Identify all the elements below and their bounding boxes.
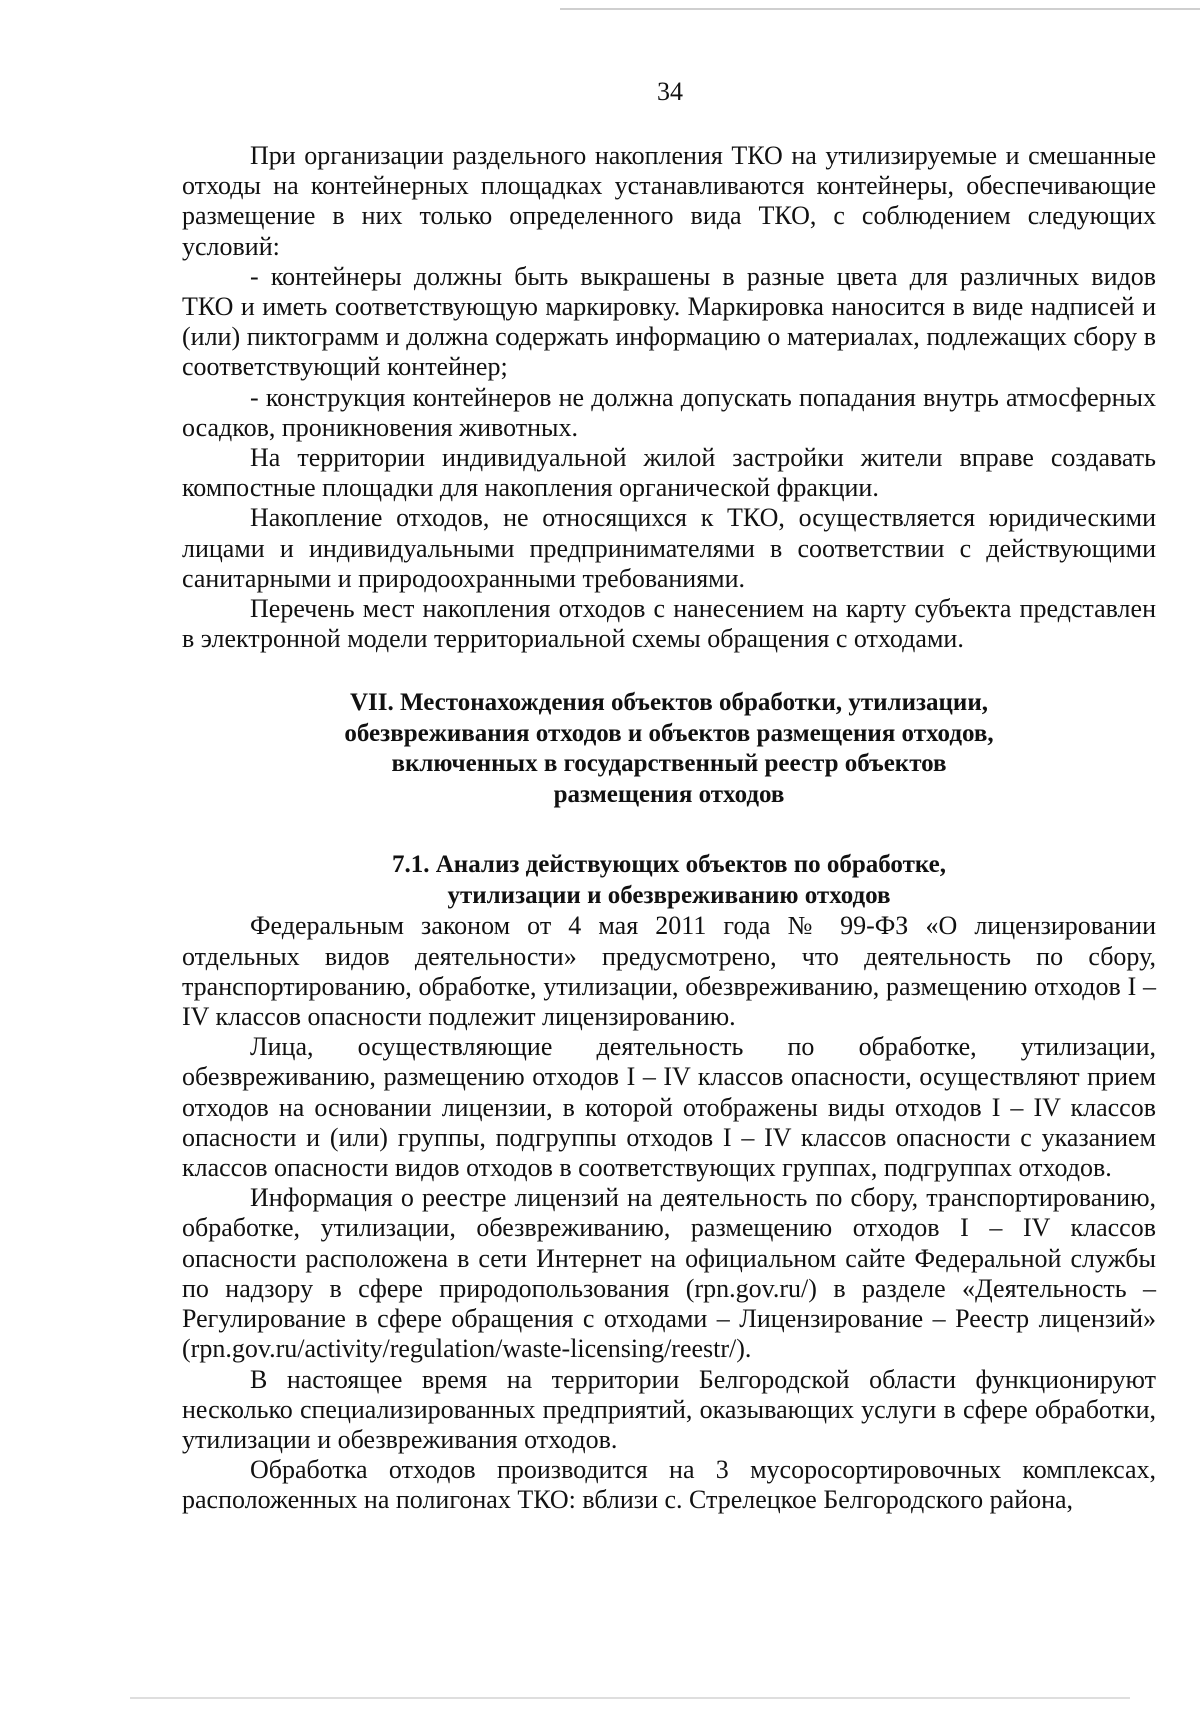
scan-edge-top [560,8,1200,10]
subsection-heading-line: утилизации и обезвреживанию отходов [447,881,891,909]
subsection-heading [182,850,1156,911]
paragraph-separate-collection: При организации раздельного накопления ТКО на утилизируемые и смешанные отходы на контейнерных площадках устанавливаются контейнеры, обеспечивающие размещение в них только определенного вида ТКО, с соблюдением следующих условий: [182,141,1156,261]
document-body [182,141,1156,1516]
paragraph-regional-enterprises: В настоящее время на территории Белгородской области функционируют несколько специализированных предприятий, оказывающих услуги в сфере обработки, утилизации и обезвреживания отходов. [182,1364,1156,1454]
paragraph-accumulation-map: Перечень мест накопления отходов с нанесением на карту субъекта представлен в электронной модели территориальной схемы обращения с отходами. [182,594,1156,654]
section-heading-line: VII. Местонахождения объектов обработки, утилизации, [349,689,988,717]
paragraph-license-holders: Лица, осуществляющие деятельность по обработке, утилизации, обезвреживанию, размещению отходов I – IV классов опасности, осуществляют прием отходов на основании лицензии, в которой отображены виды отходов I – IV классов опасности и (или) группы, подгруппы отходов I – IV классов опасности с указанием классов опасности видов отходов в соответствующих группах, подгруппах отходов. [182,1032,1156,1183]
section-heading-line: размещения отходов [553,780,785,808]
paragraph-sorting-complexes: Обработка отходов производится на 3 мусоросортировочных комплексах, расположенных на полигонах ТКО: вблизи с. Стрелецкое Белгородского района, [182,1455,1156,1515]
subsection-heading-line: 7.1. Анализ действующих объектов по обработке, [391,851,947,879]
paragraph-license-registry: Информация о реестре лицензий на деятельность по сбору, транспортированию, обработке, утилизации, обезвреживанию, размещению отходов I – IV классов опасности расположена в сети Интернет на официальном сайте Федеральной службы по надзору в сфере природопользования (rpn.gov.ru/) в разделе «Деятельность – Регулирование в сфере обращения с отходами – Лицензирование – Реестр лицензий» (rpn.gov.ru/activity/regulation/waste-licensing/reestr/). [182,1183,1156,1364]
scan-edge-bottom [130,1697,1130,1699]
paragraph-container-colors: - контейнеры должны быть выкрашены в разные цвета для различных видов ТКО и иметь соответствующую маркировку. Маркировка наносится в виде надписей и (или) пиктограмм и должна содержать информацию о материалах, подлежащих сбору в соответствующий контейнер; [182,261,1156,382]
section-heading-line: включенных в государственный реестр объектов [391,750,947,778]
paragraph-compost-sites: На территории индивидуальной жилой застройки жители вправе создавать компостные площадки для накопления органической фракции. [182,443,1156,503]
page-number: 34 [657,77,683,106]
paragraph-non-tko-accumulation: Накопление отходов, не относящихся к ТКО, осуществляется юридическими лицами и индивидуальными предпринимателями в соответствии с действующими санитарными и природоохранными требованиями. [182,503,1156,593]
section-heading-line: обезвреживания отходов и объектов размещения отходов, [344,719,994,747]
paragraph-container-construction: - конструкция контейнеров не должна допускать попадания внутрь атмосферных осадков, проникновения животных. [182,382,1156,442]
paragraph-licensing-law: Федеральным законом от 4 мая 2011 года № 99-ФЗ «О лицензировании отдельных видов деятельности» предусмотрено, что деятельность по сбору, транспортированию, обработке, утилизации, обезвреживанию, размещению отходов I – IV классов опасности подлежит лицензированию. [182,911,1156,1032]
section-heading [182,688,1156,810]
